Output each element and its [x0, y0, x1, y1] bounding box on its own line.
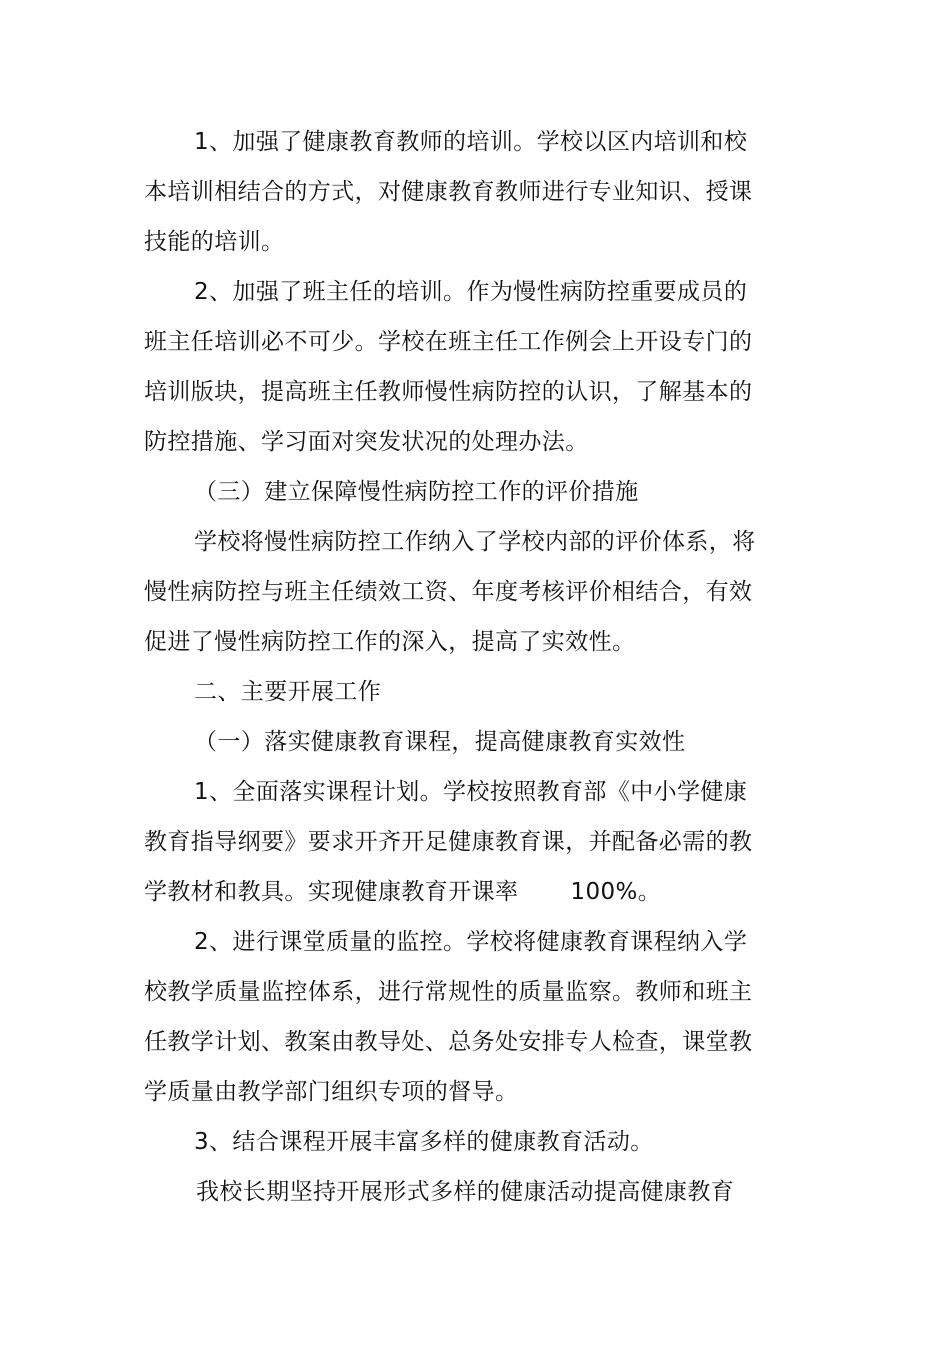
paragraph-line: 校教学质量监控体系，进行常规性的质量监察。教师和班主 — [144, 979, 753, 1005]
paragraph-line: 学校将慢性病防控工作纳入了学校内部的评价体系，将 — [194, 529, 756, 555]
paragraph-line: 培训版块，提高班主任教师慢性病防控的认识，了解基本的 — [144, 379, 753, 405]
paragraph-line: 班主任培训必不可少。学校在班主任工作例会上开设专门的 — [144, 329, 753, 355]
paragraph-line: 1、全面落实课程计划。学校按照教育部《中小学健康 — [194, 779, 748, 805]
paragraph-line: 2、进行课堂质量的监控。学校将健康教育课程纳入学 — [194, 929, 748, 955]
paragraph-line: 教育指导纲要》要求开齐开足健康教育课，并配备必需的教 — [144, 829, 753, 855]
paragraph-line: 1、加强了健康教育教师的培训。学校以区内培训和校 — [194, 129, 748, 155]
paragraph-line: 3、结合课程开展丰富多样的健康教育活动。 — [194, 1129, 654, 1155]
paragraph-line: 技能的培训。 — [144, 229, 285, 255]
paragraph-line — [144, 877, 661, 907]
paragraph-line: 2、加强了班主任的培训。作为慢性病防控重要成员的 — [194, 279, 748, 305]
paragraph-line: 防控措施、学习面对突发状况的处理办法。 — [144, 429, 589, 455]
section-heading: （一）落实健康教育课程，提高健康教育实效性 — [194, 729, 686, 755]
paragraph-line: 学质量由教学部门组织专项的督导。 — [144, 1079, 519, 1105]
paragraph-line: 慢性病防控与班主任绩效工资、年度考核评价相结合，有效 — [144, 579, 753, 605]
percentage-value: 100%。 — [570, 879, 662, 905]
paragraph-line: 任教学计划、教案由教导处、总务处安排专人检查，课堂教 — [144, 1029, 753, 1055]
paragraph-line: 我校长期坚持开展形式多样的健康活动提高健康教育 — [196, 1179, 735, 1205]
paragraph-line: 促进了慢性病防控工作的深入，提高了实效性。 — [144, 629, 636, 655]
section-heading: （三）建立保障慢性病防控工作的评价措施 — [194, 479, 639, 505]
paragraph-text: 学教材和教具。实现健康教育开课率 — [144, 879, 519, 905]
section-heading: 二、主要开展工作 — [194, 679, 382, 705]
paragraph-line: 本培训相结合的方式，对健康教育教师进行专业知识、授课 — [144, 179, 753, 205]
